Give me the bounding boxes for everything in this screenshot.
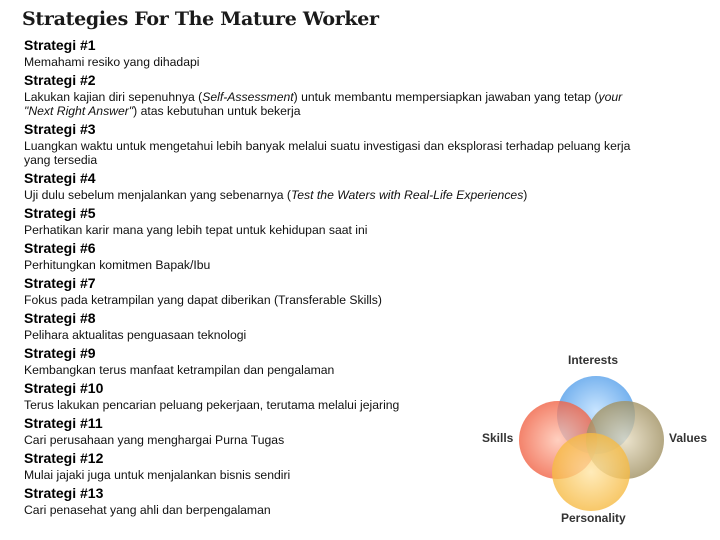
text-emphasis: Self-Assessment [202, 90, 294, 104]
strategy-heading: Strategi #11 [24, 415, 103, 431]
strategy-text: Cari penasehat yang ahli dan berpengalaman [24, 503, 271, 517]
strategy-heading: Strategi #5 [24, 205, 96, 221]
strategy-heading: Strategi #6 [24, 240, 96, 256]
venn-label-interests: Interests [568, 353, 619, 367]
text-segment: ) atas kebutuhan untuk bekerja [133, 104, 301, 118]
strategy-text [24, 188, 654, 202]
strategy-text: Terus lakukan pencarian peluang pekerjaan, terutama melalui jejaring [24, 398, 400, 412]
strategy-item [24, 37, 684, 69]
strategy-text: Pelihara aktualitas penguasaan teknologi [24, 328, 247, 342]
text-segment: Lakukan kajian diri sepenuhnya ( [24, 90, 203, 104]
strategy-heading: Strategi #13 [24, 485, 104, 501]
strategy-text [24, 90, 654, 118]
strategy-text: Luangkan waktu untuk mengetahui lebih banyak melalui suatu investigasi dan eksplorasi terhadap peluang kerja yang tersedia [24, 139, 631, 167]
text-segment: ) [523, 188, 528, 202]
strategy-item [24, 275, 684, 307]
strategy-heading: Strategi #9 [24, 345, 96, 361]
strategy-heading: Strategi #3 [24, 121, 96, 137]
text-emphasis: Test the Waters with Real-Life Experiences [290, 188, 524, 202]
strategy-heading: Strategi #1 [24, 37, 96, 53]
strategy-text: Perhatikan karir mana yang lebih tepat untuk kehidupan saat ini [24, 223, 368, 237]
strategy-item [24, 170, 684, 202]
strategy-item [24, 310, 684, 342]
text-emphasis: your "Next Right Answer" [24, 90, 623, 118]
strategy-heading: Strategi #12 [24, 450, 104, 466]
strategy-heading: Strategi #4 [24, 170, 96, 186]
text-segment: ) untuk membantu mempersiapkan jawaban yang tetap ( [293, 90, 599, 104]
venn-diagram [478, 348, 714, 534]
strategy-text: Cari perusahaan yang menghargai Purna Tugas [24, 433, 285, 447]
venn-label-skills: Skills [482, 431, 514, 445]
text-segment: Uji dulu sebelum menjalankan yang sebenarnya ( [24, 188, 291, 202]
strategy-item [24, 121, 684, 167]
strategy-heading: Strategi #8 [24, 310, 96, 326]
strategy-heading: Strategi #2 [24, 72, 96, 88]
strategy-text: Memahami resiko yang dihadapi [24, 55, 200, 69]
slide-title: Strategies For The Mature Worker [22, 8, 379, 30]
venn-label-values: Values [669, 431, 708, 445]
strategy-item [24, 205, 684, 237]
strategy-heading: Strategi #10 [24, 380, 104, 396]
venn-label-personality: Personality [561, 511, 626, 525]
strategy-text: Mulai jajaki juga untuk menjalankan bisnis sendiri [24, 468, 291, 482]
strategy-text: Fokus pada ketrampilan yang dapat diberikan (Transferable Skills) [24, 293, 382, 307]
strategy-item [24, 72, 684, 118]
personality-circle [552, 433, 630, 511]
strategy-text: Kembangkan terus manfaat ketrampilan dan pengalaman [24, 363, 335, 377]
strategy-heading: Strategi #7 [24, 275, 96, 291]
strategy-text: Perhitungkan komitmen Bapak/Ibu [24, 258, 211, 272]
strategy-item [24, 240, 684, 272]
